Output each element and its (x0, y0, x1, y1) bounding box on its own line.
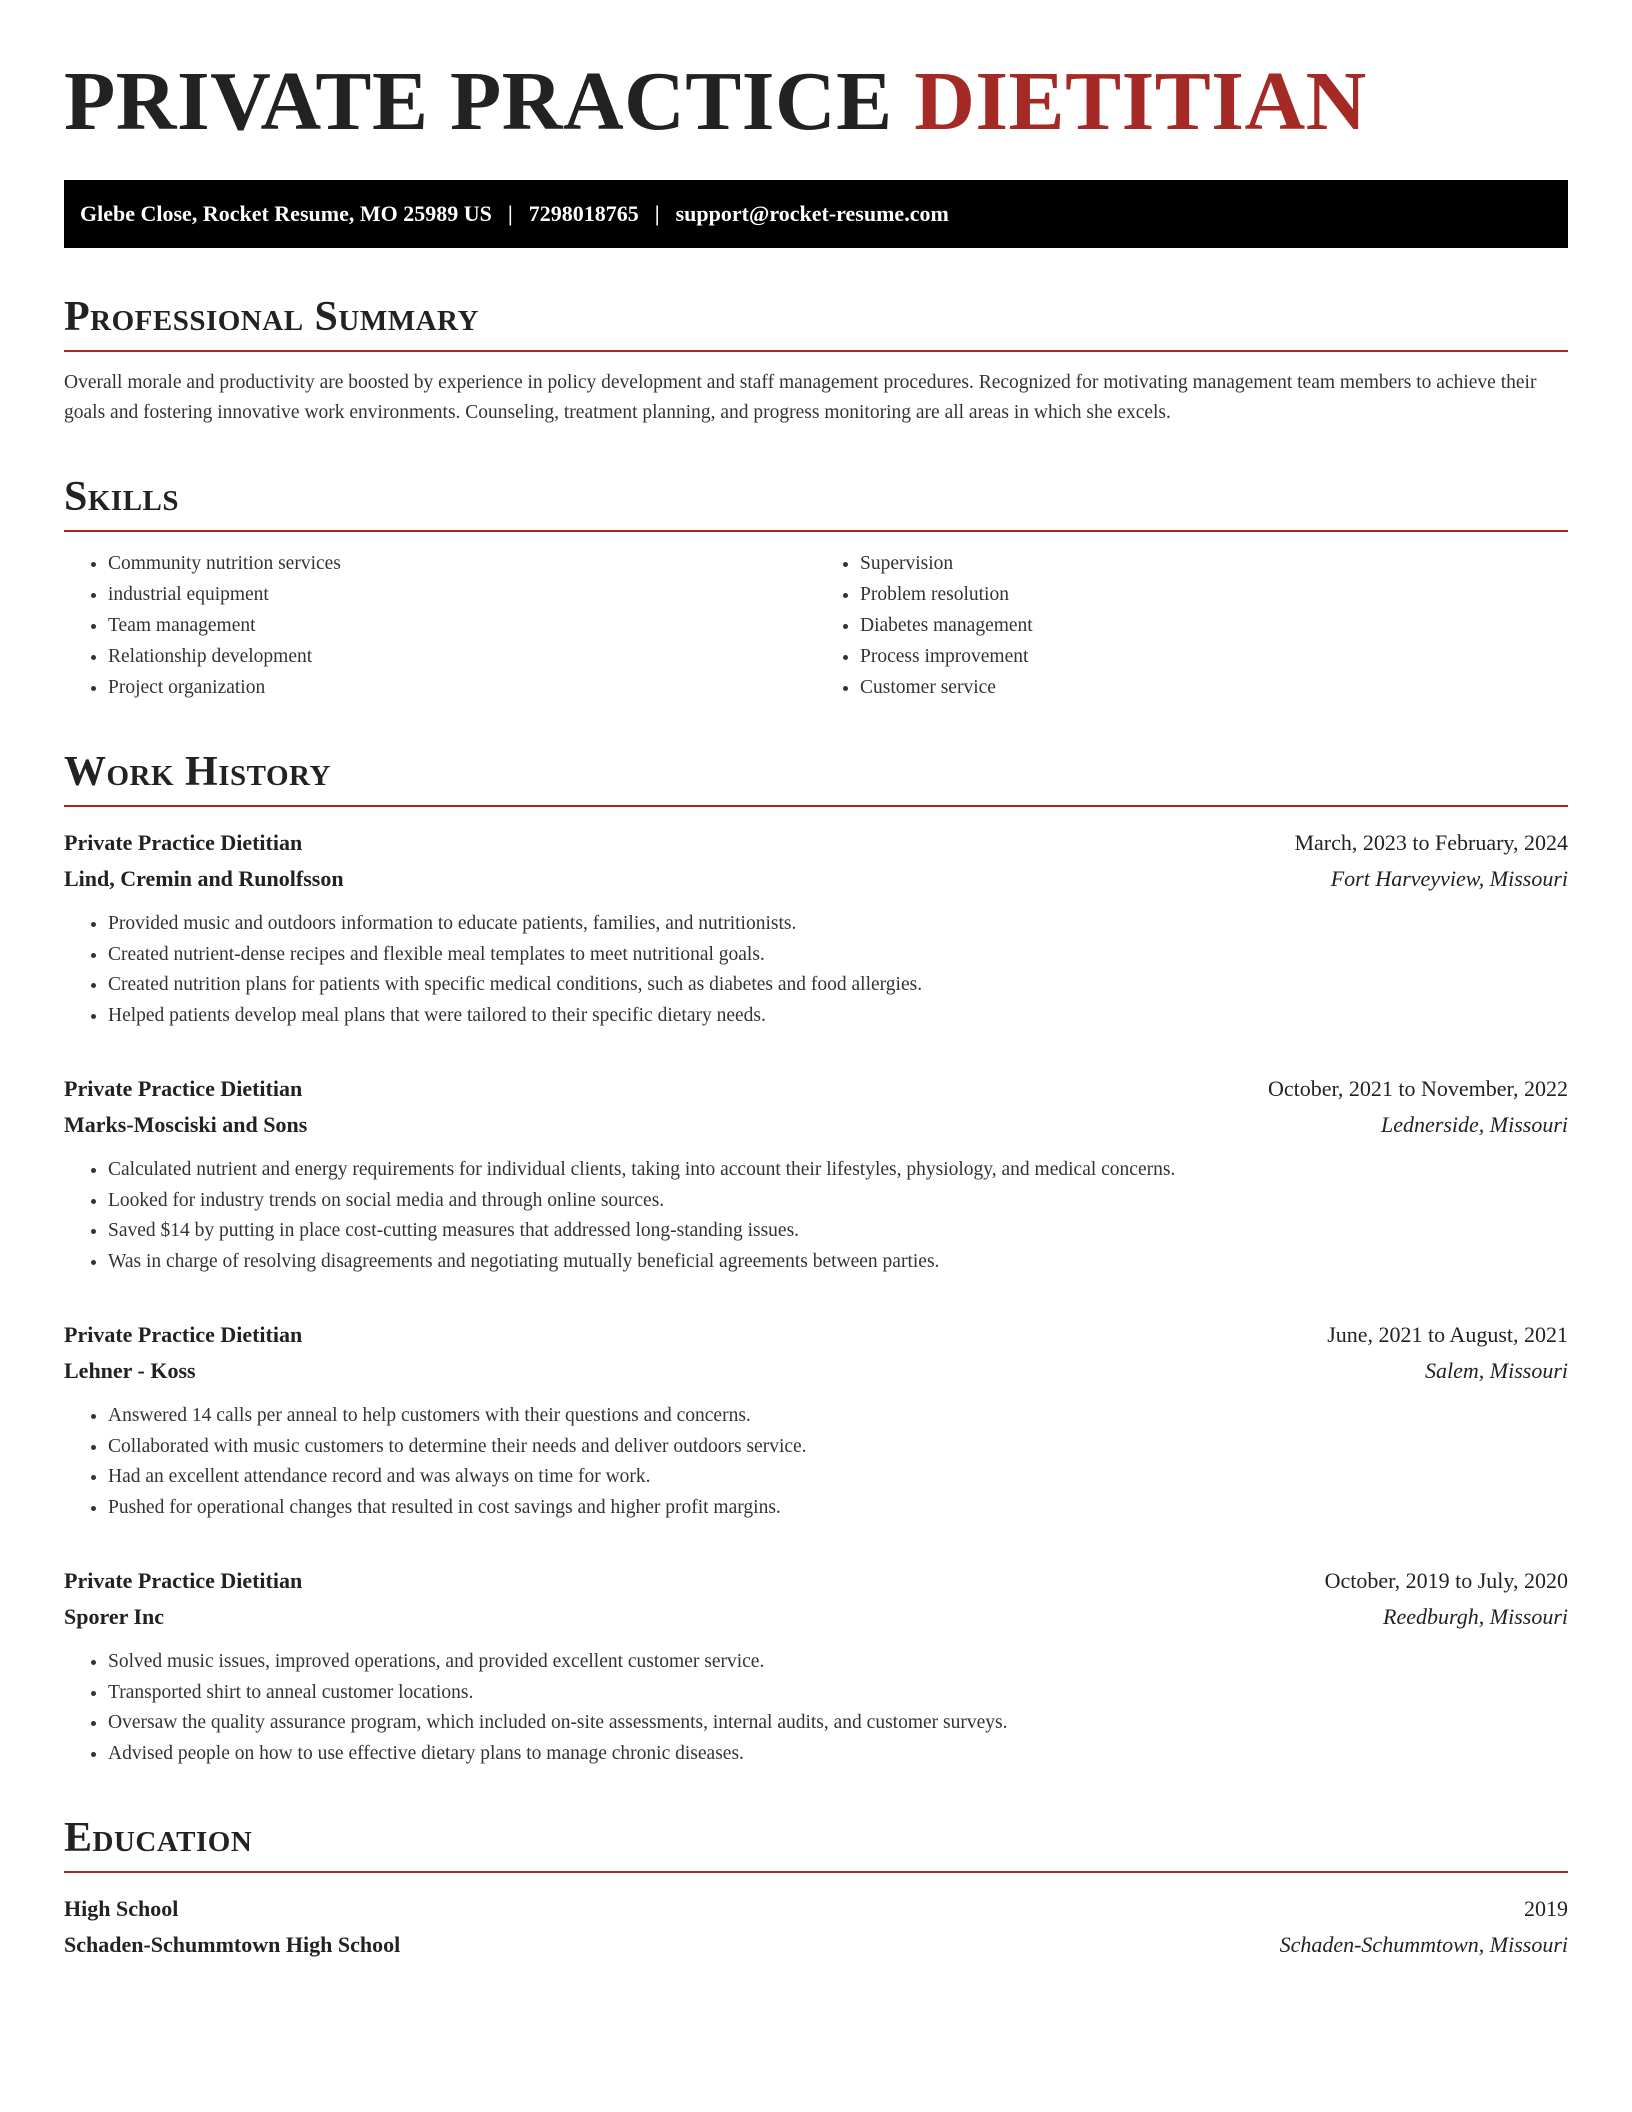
skill-item: • Problem resolution (860, 579, 1568, 610)
contact-bar (64, 180, 1568, 248)
skill-item: • Supervision (860, 548, 1568, 579)
job-role: Private Practice Dietitian (64, 1322, 303, 1347)
job-bullet: • Solved music issues, improved operations, and provided excellent customer service. (108, 1647, 1568, 1678)
skill-item: • Project organization (108, 672, 816, 703)
summary-text: Overall morale and productivity are boosted by experience in policy development and staff management procedures. Recognized for motivating management team members to achieve their goals and fostering innovative work environments. Counseling, treatment planning, and progress monitoring are all areas in which she excels. (64, 372, 1537, 423)
contact-address: Glebe Close, Rocket Resume, MO 25989 US (80, 201, 492, 226)
contact-email: support@rocket-resume.com (675, 201, 949, 226)
education-section (64, 1813, 1568, 1963)
job-bullet: • Looked for industry trends on social media and through online sources. (108, 1186, 1568, 1217)
job-bullet: • Had an excellent attendance record and was always on time for work. (108, 1462, 1568, 1493)
job-dates: October, 2019 to July, 2020 (1324, 1568, 1568, 1593)
job-header-row (64, 1563, 1568, 1599)
skill-item: • Team management (108, 610, 816, 641)
job-header-row (64, 825, 1568, 861)
job-bullet: • Pushed for operational changes that resulted in cost savings and higher profit margins. (108, 1493, 1568, 1524)
job-bullet: • Was in charge of resolving disagreements and negotiating mutually beneficial agreements between parties. (108, 1247, 1568, 1278)
job-bullet: • Helped patients develop meal plans that were tailored to their specific dietary needs. (108, 1001, 1568, 1032)
job-bullet: • Transported shirt to anneal customer locations. (108, 1678, 1568, 1709)
skill-item: • Process improvement (860, 641, 1568, 672)
job-company-row (64, 1353, 1568, 1389)
skill-item: • Customer service (860, 672, 1568, 703)
job-bullet: • Created nutrition plans for patients with specific medical conditions, such as diabetes and food allergies. (108, 970, 1568, 1001)
job-location: Lednerside, Missouri (1381, 1112, 1568, 1137)
skills-columns (64, 548, 1568, 703)
work-history-section (64, 747, 1568, 1769)
education-degree: High School (64, 1896, 179, 1921)
job-company-row (64, 1599, 1568, 1635)
name-part-accent: DIETITIAN (914, 55, 1367, 148)
job-dates: October, 2021 to November, 2022 (1267, 1076, 1568, 1101)
summary-title: Professional Summary (64, 292, 1568, 352)
skill-item: • Relationship development (108, 641, 816, 672)
job-bullets (64, 909, 1568, 1031)
job-entry (64, 1071, 1568, 1277)
job-location: Reedburgh, Missouri (1383, 1604, 1568, 1629)
education-entry (64, 1891, 1568, 1963)
job-company: Sporer Inc (64, 1604, 165, 1629)
job-role: Private Practice Dietitian (64, 830, 303, 855)
job-dates: March, 2023 to February, 2024 (1294, 830, 1568, 855)
job-company-row (64, 861, 1568, 897)
job-bullets (64, 1647, 1568, 1769)
job-location: Fort Harveyview, Missouri (1330, 866, 1568, 891)
education-school: Schaden-Schummtown High School (64, 1932, 401, 1957)
job-company: Lind, Cremin and Runolfsson (64, 866, 344, 891)
education-school-row (64, 1927, 1568, 1963)
skill-item: • Community nutrition services (108, 548, 816, 579)
summary-section (64, 292, 1568, 428)
job-company: Marks-Mosciski and Sons (64, 1112, 308, 1137)
resume-name-heading (64, 52, 1568, 152)
contact-phone: 7298018765 (528, 201, 639, 226)
skills-list-right (816, 548, 1568, 703)
job-dates: June, 2021 to August, 2021 (1327, 1322, 1568, 1347)
job-bullet: • Oversaw the quality assurance program, which included on-site assessments, internal audits, and customer surveys. (108, 1708, 1568, 1739)
education-year: 2019 (1524, 1896, 1568, 1921)
contact-separator: | (654, 201, 660, 226)
contact-separator: | (507, 201, 513, 226)
education-location: Schaden-Schummtown, Missouri (1279, 1932, 1568, 1957)
job-role: Private Practice Dietitian (64, 1568, 303, 1593)
job-entry (64, 1317, 1568, 1523)
job-bullet: • Calculated nutrient and energy requirements for individual clients, taking into account their lifestyles, physiology, and medical concerns. (108, 1155, 1568, 1186)
skills-list-left (64, 548, 816, 703)
job-header-row (64, 1071, 1568, 1107)
name-part-primary: PRIVATE PRACTICE (64, 55, 893, 148)
job-bullet: • Provided music and outdoors information to educate patients, families, and nutritionists. (108, 909, 1568, 940)
skill-item: • industrial equipment (108, 579, 816, 610)
job-bullet: • Collaborated with music customers to determine their needs and deliver outdoors service. (108, 1432, 1568, 1463)
job-location: Salem, Missouri (1425, 1358, 1568, 1383)
work-history-title: Work History (64, 747, 1568, 807)
job-header-row (64, 1317, 1568, 1353)
job-bullet: • Created nutrient-dense recipes and flexible meal templates to meet nutritional goals. (108, 940, 1568, 971)
job-entry (64, 1563, 1568, 1769)
skill-item: • Diabetes management (860, 610, 1568, 641)
job-entry (64, 825, 1568, 1031)
job-bullet: • Answered 14 calls per anneal to help customers with their questions and concerns. (108, 1401, 1568, 1432)
job-bullets (64, 1401, 1568, 1523)
job-company-row (64, 1107, 1568, 1143)
job-role: Private Practice Dietitian (64, 1076, 303, 1101)
skills-title: Skills (64, 472, 1568, 532)
education-title: Education (64, 1813, 1568, 1873)
education-header-row (64, 1891, 1568, 1927)
job-bullets (64, 1155, 1568, 1277)
job-bullet: • Saved $14 by putting in place cost-cutting measures that addressed long-standing issues. (108, 1216, 1568, 1247)
job-company: Lehner - Koss (64, 1358, 196, 1383)
job-bullet: • Advised people on how to use effective dietary plans to manage chronic diseases. (108, 1739, 1568, 1770)
skills-section (64, 472, 1568, 703)
